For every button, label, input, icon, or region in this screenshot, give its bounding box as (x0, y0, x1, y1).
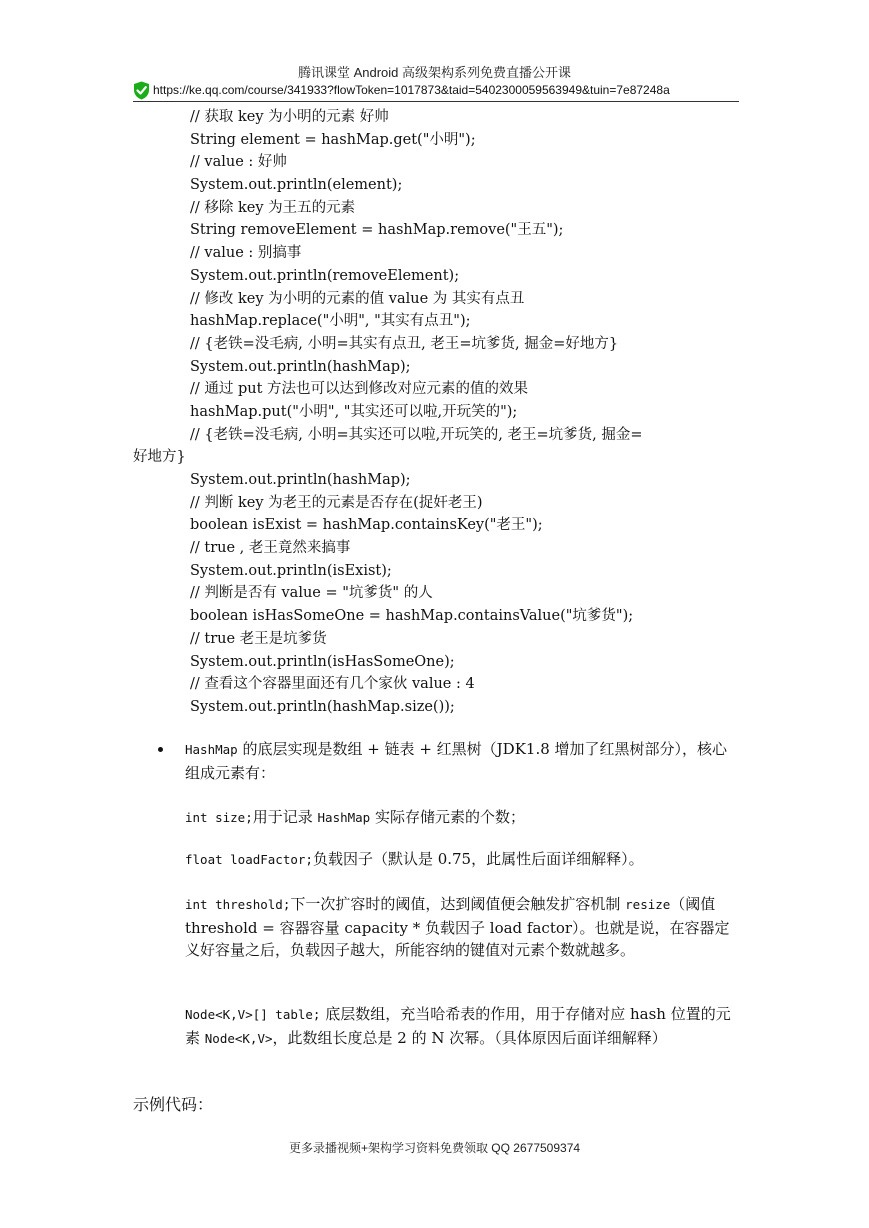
code-line: // {老铁=没毛病, 小明=其实还可以啦,开玩笑的, 老王=坑爹货, 掘金= (190, 426, 643, 443)
footer-text: 更多录播视频+架构学习资料免费领取 QQ 2677509374 (288, 1141, 581, 1155)
code-line: System.out.println(hashMap.size()); (190, 698, 455, 715)
code-line: // 判断 key 为老王的元素是否存在(捉奸老王) (190, 494, 483, 511)
code-line: // 判断是否有 value = "坑爹货" 的人 (190, 585, 433, 602)
table-text: 底层数组，充当哈希表的作用，用于存储对应 hash 位置的元素 (185, 1005, 731, 1047)
loadfactor-field-description (185, 848, 740, 872)
code-line: // {老铁=没毛病, 小明=其实有点丑, 老王=坑爹货, 掘金=好地方} (190, 335, 619, 352)
code-line: // value : 好帅 (190, 154, 287, 171)
code-line: System.out.println(hashMap); (190, 358, 411, 375)
code-line: hashMap.replace("小明", "其实有点丑"); (190, 313, 471, 330)
intro-text: 的底层实现是数组 + 链表 + 红黑树（JDK1.8 增加了红黑树部分），核心组成元素有： (185, 740, 728, 782)
course-url-link[interactable]: https://ke.qq.com/course/341933?flowToken=1017873&taid=5402300059563949&tuin=7e87248a (153, 83, 670, 97)
table-field-description (185, 1003, 740, 1050)
code-line: System.out.println(element); (190, 177, 403, 194)
inline-code: int threshold; (185, 897, 291, 912)
code-line: boolean isExist = hashMap.containsKey("老王"); (190, 517, 543, 534)
header-url-row (133, 80, 670, 100)
code-line: // 通过 put 方法也可以达到修改对应元素的值的效果 (190, 381, 529, 398)
loadfactor-text: 负载因子（默认是 0.75，此属性后面详细解释）。 (312, 850, 644, 868)
code-line: // true 老王是坑爹货 (190, 630, 327, 647)
threshold-text: 下一次扩容时的阈值，达到阈值便会触发扩容机制 (290, 895, 626, 913)
code-line: // 获取 key 为小明的元素 好帅 (190, 109, 389, 125)
code-line: boolean isHasSomeOne = hashMap.containsValue("坑爹货"); (190, 608, 634, 625)
code-line: System.out.println(removeElement); (190, 267, 460, 284)
hashmap-intro (185, 738, 740, 784)
header-title: 腾讯课堂 Android 高级架构系列免费直播公开课 (297, 65, 572, 80)
code-block-continued (190, 469, 750, 719)
code-line: // 修改 key 为小明的元素的值 value 为 其实有点丑 (190, 290, 525, 307)
code-line: // 查看这个容器里面还有几个家伙 value : 4 (190, 676, 475, 693)
bullet-dot (158, 747, 163, 752)
inline-code: HashMap (185, 742, 238, 757)
shield-check-icon (133, 81, 150, 100)
code-line-wrapped: 好地方} (133, 449, 186, 465)
code-line: System.out.println(hashMap); (190, 472, 411, 488)
code-line: System.out.println(isHasSomeOne); (190, 653, 455, 670)
code-block (190, 106, 750, 446)
table-text-2: ，此数组长度总是 2 的 N 次幂。（具体原因后面详细解释） (272, 1028, 667, 1047)
inline-code: resize (625, 897, 671, 912)
code-line: String removeElement = hashMap.remove("王五"); (190, 222, 564, 239)
inline-code: Node<K,V>[] table; (185, 1007, 321, 1022)
threshold-field-description (185, 893, 740, 962)
code-line: System.out.println(isExist); (190, 562, 392, 579)
size-text-2: 实际存储元素的个数； (370, 808, 525, 826)
size-field-description (185, 806, 740, 830)
inline-code: HashMap (317, 810, 371, 825)
code-line: // 移除 key 为王五的元素 (190, 199, 356, 216)
inline-code: float loadFactor; (185, 852, 313, 867)
code-line: hashMap.put("小明", "其实还可以啦,开玩笑的"); (190, 403, 518, 420)
code-line: // true , 老王竟然来搞事 (190, 540, 351, 557)
inline-code: Node<K,V> (204, 1030, 273, 1046)
example-code-heading: 示例代码： (133, 1095, 214, 1114)
size-text: 用于记录 (252, 808, 318, 826)
header-divider (133, 101, 739, 102)
code-line: // value : 别搞事 (190, 245, 302, 262)
threshold-text-2: （阈值 threshold = 容器容量 capacity * 负载因子 load factor）。也就是说，在容器定义好容量之后，负载因子越大，所能容纳的键值对元素个数就越多。 (185, 895, 730, 959)
inline-code: int size; (185, 810, 253, 825)
code-line: String element = hashMap.get("小明"); (190, 131, 476, 148)
